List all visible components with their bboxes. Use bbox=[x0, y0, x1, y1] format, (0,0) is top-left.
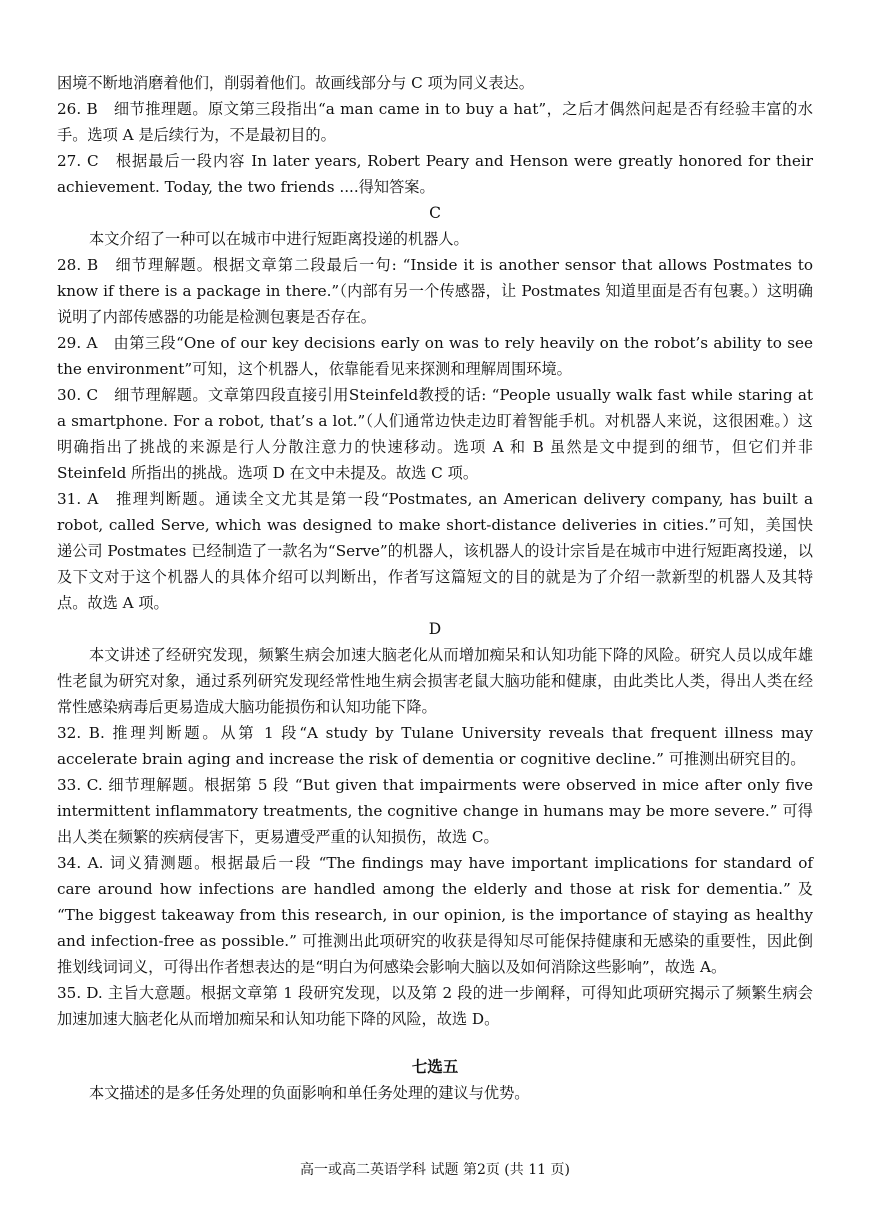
answer-30: 30. C 细节理解题。文章第四段直接引用Steinfeld教授的话: “People usually walk fast while staring at a smartphone. For a robot, that’s a lot.”（人们通常边快走边盯着智能手机。对机器人来说，这很困难。）这明确指出了挑战的来源是行人分散注意力的快速移动。选项 A 和 B 虽然是文中提到的细节，但它们并非 Steinfeld 所指出的挑战。选项 D 在文中未提及。故选 C 项。 bbox=[57, 386, 813, 482]
page-footer: 高一或高二英语学科 试题 第2页 (共 11 页) bbox=[300, 1162, 570, 1178]
section-intro: 本文描述的是多任务处理的负面影响和单任务处理的建议与优势。 bbox=[89, 1084, 530, 1102]
answer-29: 29. A 由第三段“One of our key decisions early on was to rely heavily on the robot’s ability to see the environment”可知，这个机器人，依靠能看见来探测和理解周围环境。 bbox=[57, 334, 813, 378]
section-heading-c: C bbox=[429, 204, 441, 222]
document-body bbox=[57, 70, 813, 1106]
answer-35: 35. D. 主旨大意题。根据文章第 1 段研究发现，以及第 2 段的进一步阐释，可得知此项研究揭示了频繁生病会加速加速大脑老化从而增加痴呆和认知功能下降的风险，故选 D。 bbox=[57, 984, 813, 1028]
answer-33: 33. C. 细节理解题。根据第 5 段 “But given that impairments were observed in mice after only five intermittent inflammatory treatments, the cognitive change in humans may be more severe.” 可得出人类在频繁的疾病侵害下，更易遭受严重的认知损伤，故选 C。 bbox=[57, 776, 813, 846]
answer-34: 34. A. 词义猜测题。根据最后一段 “The findings may have important implications for standard of care around how infections are handled among the elderly and those at risk for dementia.” 及 “The biggest takeaway from this research, in our opinion, is the importance of staying as healthy and infection-free as possible.” 可推测出此项研究的收获是得知尽可能保持健康和无感染的重要性，因此倒推划线词词义，可得出作者想表达的是“明白为何感染会影响大脑以及如何消除这些影响”，故选 A。 bbox=[57, 854, 813, 976]
section-d-summary: 本文讲述了经研究发现，频繁生病会加速大脑老化从而增加痴呆和认知功能下降的风险。研究人员以成年雄性老鼠为研究对象，通过系列研究发现经常性地生病会损害老鼠大脑功能和健康，由此类比人类，得出人类在经常性感染病毒后更易造成大脑功能损伤和认知功能下降。 bbox=[57, 646, 813, 716]
section-title: 七选五 bbox=[411, 1057, 459, 1076]
answer-31: 31. A 推理判断题。通读全文尤其是第一段“Postmates, an American delivery company, has built a robot, called Serve, which was designed to make short-distance deliveries in cities.”可知，美国快递公司 Postmates 已经制造了一款名为“Serve”的机器人，该机器人的设计宗旨是在城市中进行短距离投递，以及下文对于这个机器人的具体介绍可以判断出，作者写这篇短文的目的就是为了介绍一款新型的机器人及其特点。故选 A 项。 bbox=[57, 490, 813, 612]
section-c-summary: 本文介绍了一种可以在城市中进行短距离投递的机器人。 bbox=[89, 230, 469, 248]
answer-28: 28. B 细节理解题。根据文章第二段最后一句: “Inside it is another sensor that allows Postmates to know if there is a package in there.”（内部有另一个传感器，让 Postmates 知道里面是否有包裹。）这明确说明了内部传感器的功能是检测包裹是否存在。 bbox=[57, 256, 813, 326]
answer-26: 26. B 细节推理题。原文第三段指出“a man came in to buy a hat”，之后才偶然问起是否有经验丰富的水手。选项 A 是后续行为，不是最初目的。 bbox=[57, 100, 813, 144]
answer-line: 困境不断地消磨着他们，削弱着他们。故画线部分与 C 项为同义表达。 bbox=[57, 74, 534, 92]
answer-27: 27. C 根据最后一段内容 In later years, Robert Peary and Henson were greatly honored for their achievement. Today, the two friends ....得知答案。 bbox=[57, 152, 813, 196]
answer-32: 32. B. 推理判断题。从第 1 段“A study by Tulane University reveals that frequent illness may accelerate brain aging and increase the risk of dementia or cognitive decline.” 可推测出研究目的。 bbox=[57, 724, 813, 768]
section-heading-d: D bbox=[428, 620, 442, 638]
